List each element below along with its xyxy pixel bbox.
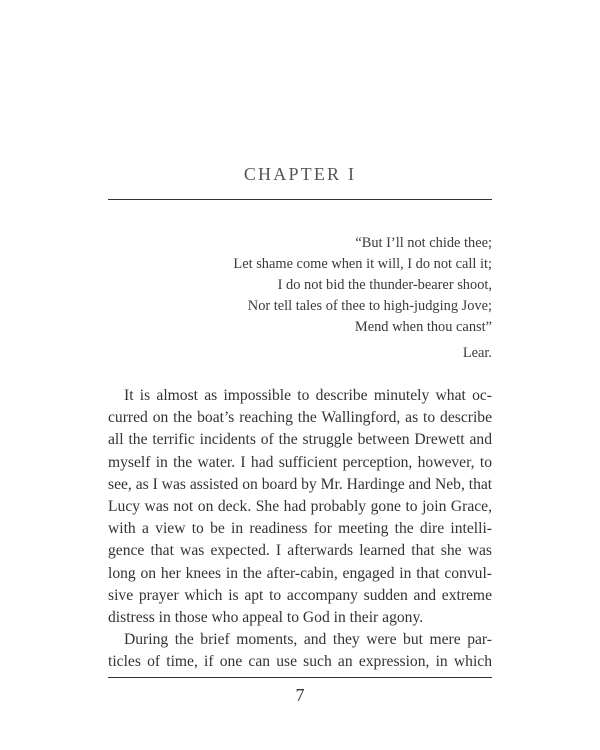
bottom-rule (108, 677, 492, 678)
body-line: curred on the boat’s reaching the Wallingford, as to describe (108, 409, 492, 427)
body-line: all the terrific incidents of the struggle between Drewett and (108, 431, 492, 449)
body-line: gence that was expected. I afterwards learned that she was (108, 542, 492, 560)
page-number: 7 (295, 685, 305, 705)
body-line: long on her knees in the after-cabin, engaged in that convul- (108, 564, 492, 582)
body-line: with a view to be in readiness for meeting the dire intelli- (108, 520, 492, 538)
body-line: Lucy was not on deck. She had probably gone to join Grace, (108, 498, 492, 516)
epigraph-line: Nor tell tales of thee to high-judging Jove; (247, 298, 492, 314)
body-line: ticles of time, if one can use such an expression, in which (108, 653, 492, 671)
epigraph-line: “But I’ll not chide thee; (355, 235, 492, 251)
body-line: distress in those who appeal to God in their agony. (108, 609, 424, 627)
body-line: myself in the water. I had sufficient perception, however, to (108, 453, 492, 471)
body-line: see, as I was assisted on board by Mr. Hardinge and Neb, that (108, 475, 493, 493)
chapter-title: CHAPTER I (243, 164, 357, 184)
epigraph-line: I do not bid the thunder-bearer shoot, (277, 277, 492, 293)
body-text (108, 385, 492, 674)
body-line: It is almost as impossible to describe minutely what oc- (124, 387, 492, 404)
body-line: sive prayer which is apt to accompany sudden and extreme (108, 586, 492, 604)
body-line: During the brief moments, and they were but mere par- (124, 631, 492, 649)
epigraph-line: Mend when thou canst” (354, 319, 492, 335)
epigraph-line: Let shame come when it will, I do not call it; (233, 256, 492, 272)
epigraph-attribution: Lear. (462, 345, 492, 361)
top-rule (108, 199, 492, 200)
epigraph (233, 233, 492, 338)
